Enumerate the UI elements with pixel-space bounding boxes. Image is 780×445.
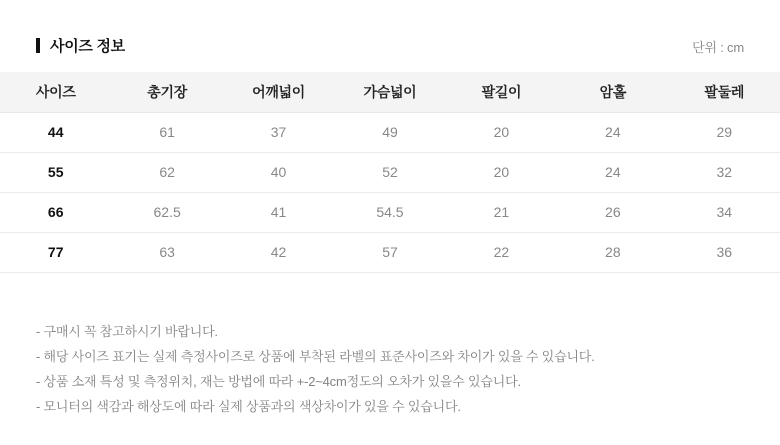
size-table: [0, 72, 780, 273]
note-line: - 모니터의 색감과 해상도에 따라 실제 상품과의 색상차이가 있을 수 있습니다.: [36, 398, 461, 414]
value-cell: 36: [669, 232, 780, 272]
note-line: - 상품 소재 특성 및 측정위치, 재는 방법에 따라 +-2~4cm정도의 오차가 있을수 있습니다.: [36, 373, 521, 389]
value-cell: 52: [334, 152, 445, 192]
size-cell: 55: [0, 152, 111, 192]
value-cell: 42: [223, 232, 334, 272]
table-row: [0, 192, 780, 232]
value-cell: 26: [557, 192, 668, 232]
page-title-text: 사이즈 정보: [50, 38, 125, 55]
size-cell: 44: [0, 112, 111, 152]
value-cell: 24: [557, 112, 668, 152]
column-header-chest-width: 가슴넓이: [334, 72, 445, 112]
value-cell: 62.5: [111, 192, 222, 232]
column-header-armhole: 암홀: [557, 72, 668, 112]
value-cell: 24: [557, 152, 668, 192]
notes: [36, 319, 744, 419]
value-cell: 63: [111, 232, 222, 272]
table-header-row: [0, 72, 780, 112]
page-title: [36, 35, 125, 56]
value-cell: 28: [557, 232, 668, 272]
value-cell: 20: [446, 152, 557, 192]
note-line: - 해당 사이즈 표기는 실제 측정사이즈로 상품에 부착된 라벨의 표준사이즈와 차이가 있을 수 있습니다.: [36, 348, 595, 364]
value-cell: 49: [334, 112, 445, 152]
value-cell: 40: [223, 152, 334, 192]
column-header-arm-circumference: 팔둘레: [669, 72, 780, 112]
value-cell: 62: [111, 152, 222, 192]
title-bar-icon: [36, 38, 40, 53]
size-cell: 66: [0, 192, 111, 232]
value-cell: 57: [334, 232, 445, 272]
value-cell: 21: [446, 192, 557, 232]
value-cell: 34: [669, 192, 780, 232]
table-row: [0, 112, 780, 152]
value-cell: 22: [446, 232, 557, 272]
title-row: [0, 0, 780, 56]
value-cell: 41: [223, 192, 334, 232]
column-header-total-length: 총기장: [111, 72, 222, 112]
note-line: - 구매시 꼭 참고하시기 바랍니다.: [36, 323, 218, 339]
column-header-size: 사이즈: [0, 72, 111, 112]
table-row: [0, 152, 780, 192]
column-header-arm-length: 팔길이: [446, 72, 557, 112]
column-header-shoulder-width: 어깨넓이: [223, 72, 334, 112]
size-cell: 77: [0, 232, 111, 272]
unit-label: 단위 : cm: [692, 40, 744, 55]
value-cell: 37: [223, 112, 334, 152]
table-row: [0, 232, 780, 272]
value-cell: 54.5: [334, 192, 445, 232]
value-cell: 29: [669, 112, 780, 152]
value-cell: 20: [446, 112, 557, 152]
value-cell: 61: [111, 112, 222, 152]
value-cell: 32: [669, 152, 780, 192]
